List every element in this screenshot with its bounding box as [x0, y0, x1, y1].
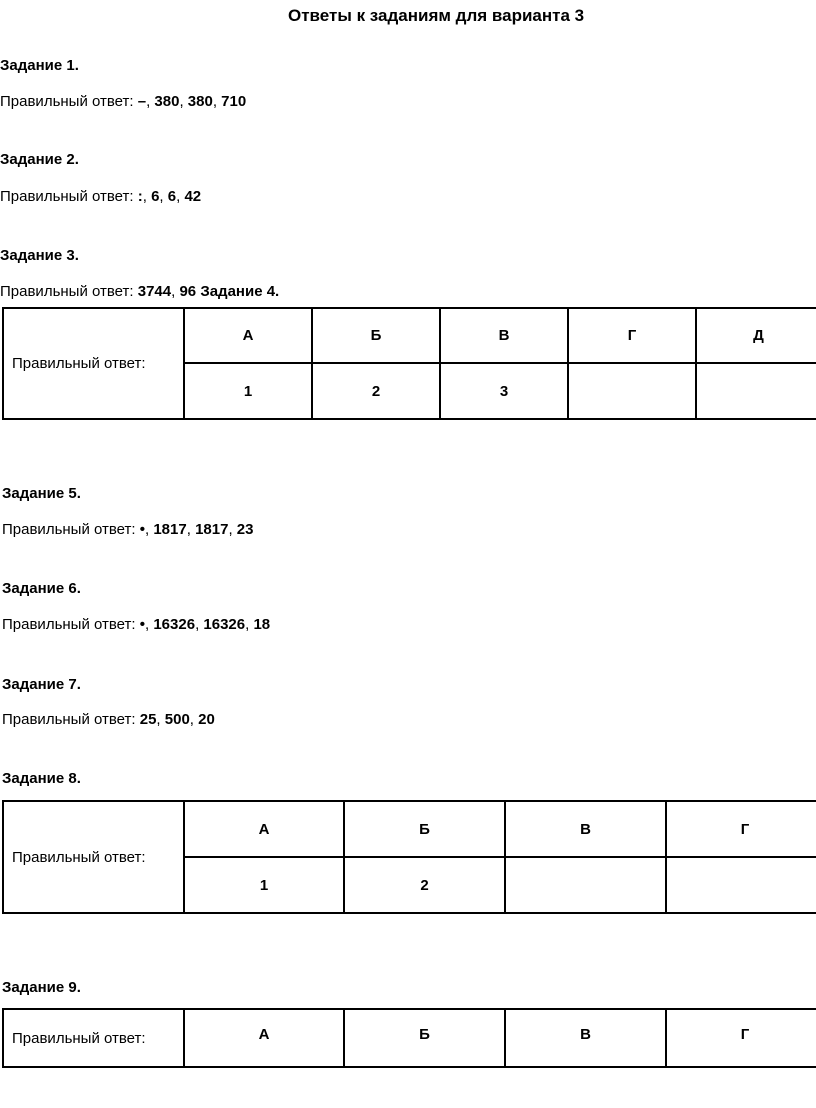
page-title: Ответы к заданиям для варианта 3	[288, 6, 585, 25]
task-3-answer: Правильный ответ: 3744, 96 Задание 4.	[0, 283, 280, 300]
answer-part: 18	[253, 616, 271, 633]
column-header: Г	[666, 1009, 816, 1067]
task-6-heading: Задание 6.	[2, 580, 81, 597]
answer-part: :	[137, 188, 143, 205]
column-header: Г	[568, 308, 696, 363]
answer-label: Правильный ответ:	[2, 521, 136, 538]
column-header: Б	[312, 308, 440, 363]
answer-part: 23	[236, 521, 254, 538]
column-header: А	[184, 1009, 344, 1067]
task-9-table	[2, 1008, 816, 1068]
answer-label: Правильный ответ:	[0, 283, 134, 300]
answer-part: 500	[164, 711, 190, 728]
answer-cell: 2	[344, 857, 505, 913]
task-4-heading: Задание 4.	[200, 283, 280, 300]
task-6-answer: Правильный ответ: •, 16326, 16326, 18	[2, 616, 271, 633]
answer-cell: 1	[184, 363, 312, 419]
column-header: А	[184, 308, 312, 363]
task-5-heading: Задание 5.	[2, 485, 81, 502]
answer-part: •	[139, 616, 145, 633]
task-8-table	[2, 800, 816, 914]
answer-part: 1817	[153, 521, 187, 538]
column-header: Б	[344, 1009, 505, 1067]
task-1-heading: Задание 1.	[0, 57, 79, 74]
column-header: В	[440, 308, 568, 363]
answer-cell: 2	[312, 363, 440, 419]
answer-cell	[666, 857, 816, 913]
answer-part: 16326	[203, 616, 246, 633]
answer-cell: 1	[184, 857, 344, 913]
answer-part: 380	[187, 93, 213, 110]
answer-part: 16326	[153, 616, 196, 633]
task-2-answer: Правильный ответ: :, 6, 6, 42	[0, 188, 202, 205]
task-8-heading: Задание 8.	[2, 770, 81, 787]
answer-part: 710	[221, 93, 247, 110]
answer-part: 96	[179, 283, 197, 300]
task-7-heading: Задание 7.	[2, 676, 81, 693]
answer-label: Правильный ответ:	[3, 308, 184, 419]
answer-part: 6	[167, 188, 177, 205]
task-4-table	[2, 307, 816, 420]
column-header: Д	[696, 308, 816, 363]
column-header: В	[505, 801, 666, 857]
answer-part: 3744	[137, 283, 172, 300]
answer-label: Правильный ответ:	[2, 711, 136, 728]
answer-label: Правильный ответ:	[0, 93, 134, 110]
answer-part: 380	[154, 93, 180, 110]
answer-part: •	[139, 521, 145, 538]
answer-part: –	[137, 93, 147, 110]
column-header: Г	[666, 801, 816, 857]
answer-cell	[568, 363, 696, 419]
task-3-heading: Задание 3.	[0, 247, 79, 264]
task-5-answer: Правильный ответ: •, 1817, 1817, 23	[2, 521, 254, 538]
answer-part: 42	[184, 188, 202, 205]
answer-cell	[696, 363, 816, 419]
column-header: А	[184, 801, 344, 857]
task-2-heading: Задание 2.	[0, 151, 79, 168]
answer-part: 25	[139, 711, 157, 728]
answer-part: 20	[198, 711, 215, 728]
answer-label: Правильный ответ:	[3, 801, 184, 913]
task-7-answer: Правильный ответ: 25, 500, 20	[2, 711, 215, 728]
column-header: Б	[344, 801, 505, 857]
task-1-answer: Правильный ответ: –, 380, 380, 710	[0, 93, 247, 110]
answer-label: Правильный ответ:	[2, 616, 136, 633]
answer-label: Правильный ответ:	[3, 1009, 184, 1067]
answer-part: 1817	[195, 521, 229, 538]
answer-label: Правильный ответ:	[0, 188, 134, 205]
answer-cell: 3	[440, 363, 568, 419]
answer-cell	[505, 857, 666, 913]
task-9-heading: Задание 9.	[2, 979, 81, 996]
column-header: В	[505, 1009, 666, 1067]
answer-part: 6	[151, 188, 160, 205]
